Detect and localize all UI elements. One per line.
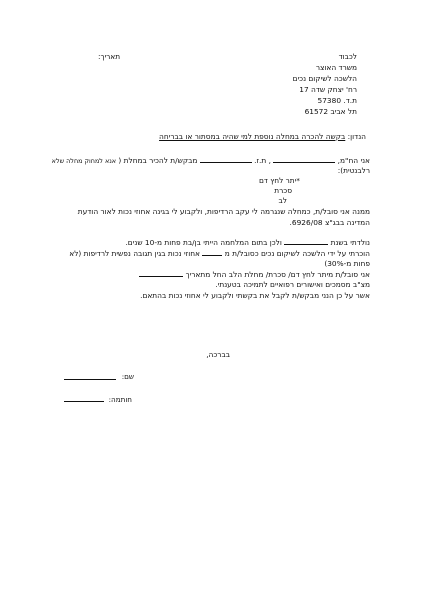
applicant-prefix: אני הח"מ, [337, 156, 370, 165]
id-label: , ת.ז. [254, 156, 271, 165]
department-line: הלשכה לשיקום נכים [292, 74, 357, 83]
id-blank[interactable] [200, 155, 252, 163]
suffering-line [40, 269, 370, 279]
pobox-line: ת.ד. 57380 [317, 96, 357, 105]
disease-diabetes: סכרת [274, 186, 292, 195]
signature-label: חותמה: [108, 395, 132, 404]
request-line: אשר על כן הנני מבקש/ת לקבל את בקשתי ולקבוע לי אחוזי נכות בהתאם. [140, 291, 370, 300]
subject-text: בקשה להכרה במחלה נוספת למי שהיה במסתור או בבריחה [159, 132, 346, 141]
to-line: לכבוד [338, 52, 357, 61]
recognition-prefix: הוכרתי על ידי הלשכה לשיקום נכים כסובל/ת מ [224, 249, 370, 258]
regards-line: בברכה, [206, 350, 230, 359]
suffering-text: אני סובל/ת מיתר לחץ דם/ סכרת/ מחלת הלב החל מתאריך [185, 270, 370, 279]
subject-line [0, 132, 366, 142]
recognition-suffix: אחוזי נכות בגין תגובה נפשית לרדיפות (לא [69, 249, 200, 258]
request-disease-text: מבקש/ת להכיר במחלת ( [118, 156, 198, 165]
birth-prefix: נולדתי בשנת [330, 238, 370, 247]
paragraph-line-1: ממנה אני סובל/ת, כמחלה שנגרמה לי עקב הרדיפות, ולקבוע לי בגינה אחוזי נכות לאור הודעת [77, 207, 370, 216]
street-line: רח' יצחק שדה 17 [299, 85, 357, 94]
delete-note: אנא למחוק מחלה שלא [51, 157, 117, 165]
disease-heart: לב [278, 196, 287, 205]
subject-label: הנדון: [347, 132, 366, 141]
relevant-line: רלבנטית): [337, 166, 370, 175]
percent-blank[interactable] [202, 248, 222, 256]
city-line: תל אביב 61572 [304, 107, 357, 116]
signature-blank[interactable] [64, 394, 104, 402]
recognition-line-2: פחות מ-30%) [324, 259, 370, 268]
signature-name-blank[interactable] [64, 372, 116, 380]
birth-year-blank[interactable] [284, 237, 328, 245]
birth-line [40, 237, 370, 247]
name-label: שם: [121, 372, 134, 381]
date-label: תאריך: [98, 52, 121, 61]
date-blank[interactable] [139, 269, 183, 277]
recognition-line [40, 248, 370, 258]
applicant-line [40, 155, 370, 165]
disease-hypertension: *יתר לחץ דם [258, 176, 300, 185]
name-blank[interactable] [273, 155, 335, 163]
office-line: משרד האוצר [315, 63, 357, 72]
attachments-line: מצ"ב מסמכים ואישורים רפואיים לתמיכה בטענתי. [215, 280, 370, 289]
paragraph-line-2: המדינה בבג"צ 6926/08. [289, 218, 370, 227]
birth-suffix: ולכן בתום המלחמה הייתי בן/בת פחות מ-10 שנים. [125, 238, 282, 247]
